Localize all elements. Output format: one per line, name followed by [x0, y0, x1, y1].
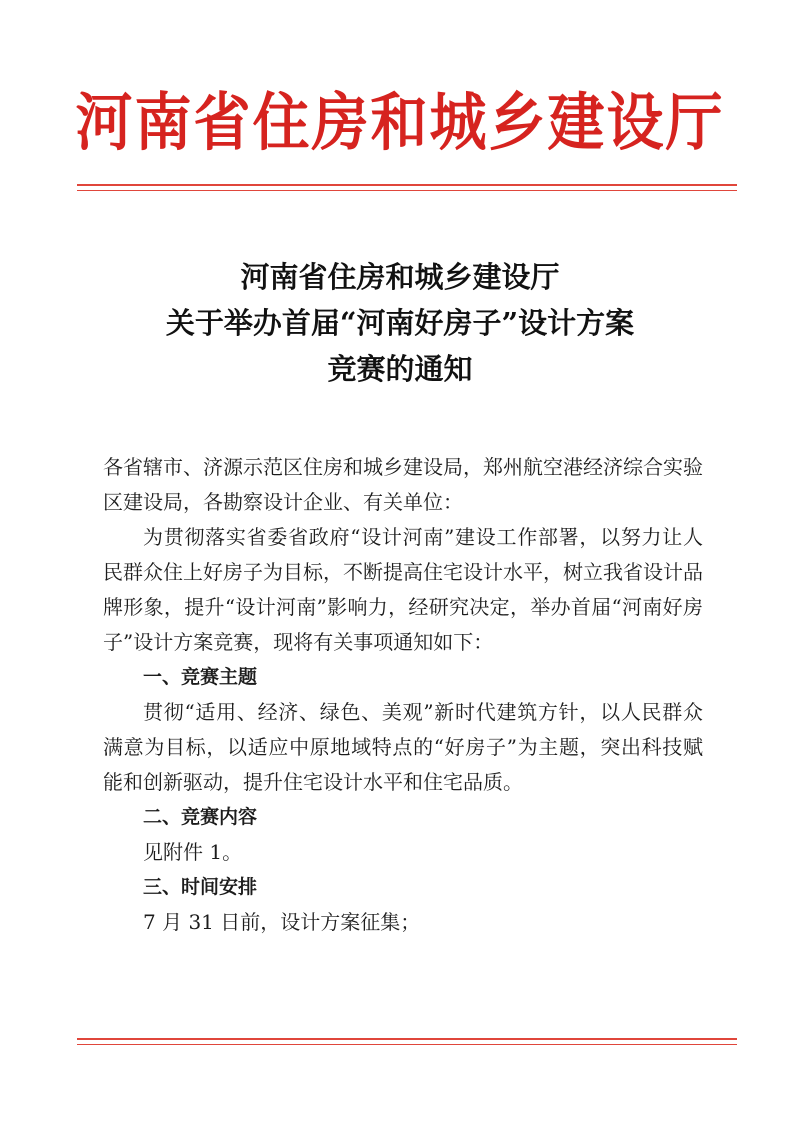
document-body	[103, 450, 703, 940]
title-line-3: 竞赛的通知	[327, 352, 473, 386]
section-1-text: 贯彻“适用、经济、绿色、美观”新时代建筑方针，以人民群众满意为目标，以适应中原地域特点的“好房子”为主题，突出科技赋能和创新驱动，提升住宅设计水平和住宅品质。	[103, 700, 703, 794]
section-1-heading: 一、竞赛主题	[143, 666, 258, 688]
recipients-paragraph: 各省辖市、济源示范区住房和城乡建设局，郑州航空港经济综合实验区建设局，各勘察设计企业、有关单位：	[103, 455, 703, 514]
letterhead-title: 河南省住房和城乡建设厅	[75, 86, 725, 160]
section-2-text: 见附件 1。	[143, 840, 243, 864]
footer-rule-thin	[77, 1044, 737, 1045]
letterhead-rule-thin	[77, 190, 737, 191]
intro-paragraph: 为贯彻落实省委省政府“设计河南”建设工作部署，以努力让人民群众住上好房子为目标，不断提高住宅设计水平，树立我省设计品牌形象，提升“设计河南”影响力，经研究决定，举办首届“河南好房子”设计方案竞赛，现将有关事项通知如下：	[103, 525, 703, 654]
section-2-heading: 二、竞赛内容	[143, 806, 258, 828]
title-line-2: 关于举办首届“河南好房子”设计方案	[165, 306, 635, 340]
footer-rule-thick	[77, 1038, 737, 1040]
document-title	[0, 254, 800, 392]
title-line-1: 河南省住房和城乡建设厅	[240, 260, 560, 294]
section-3-heading: 三、时间安排	[143, 876, 258, 898]
letterhead-rule-thick	[77, 184, 737, 186]
section-3-text: 7 月 31 日前，设计方案征集；	[143, 910, 421, 934]
